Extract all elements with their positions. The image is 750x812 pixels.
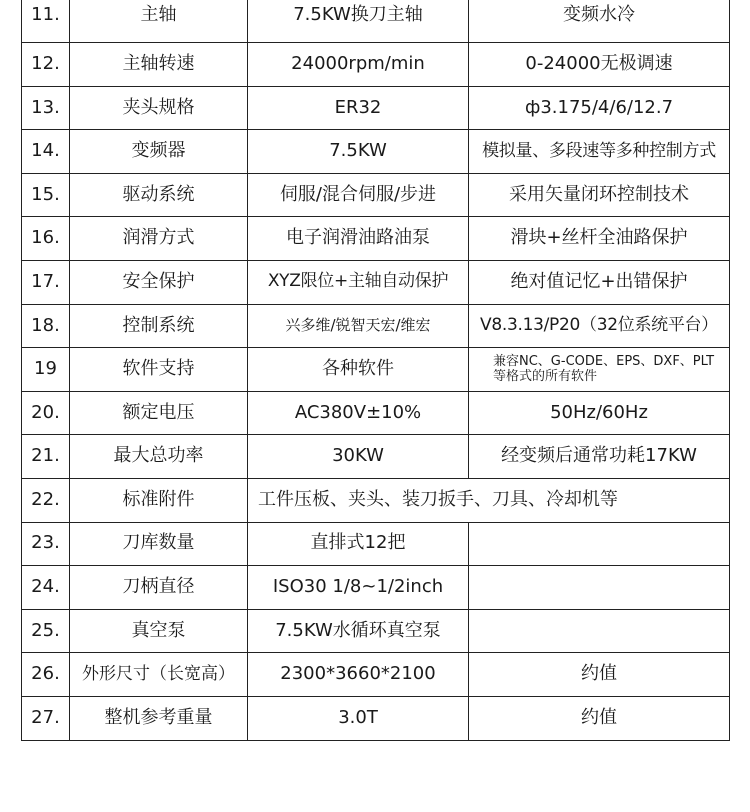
param-name: 刀柄直径 [70,566,248,610]
row-number: 25. [22,609,70,653]
param-name: 控制系统 [70,304,248,348]
param-value: 电子润滑油路油泵 [248,217,469,261]
param-value: 30KW [248,435,469,479]
param-note: V8.3.13/P20（32位系统平台） [469,304,730,348]
param-note: 约值 [469,653,730,697]
param-note [469,609,730,653]
row-number: 19 [22,348,70,392]
param-value: 3.0T [248,696,469,740]
param-name: 标准附件 [70,478,248,522]
table-row [22,173,730,217]
table-row [22,391,730,435]
param-value: ER32 [248,86,469,130]
row-number: 13. [22,86,70,130]
param-note: 0-24000无极调速 [469,43,730,87]
param-value: 伺服/混合伺服/步进 [248,173,469,217]
row-number: 22. [22,478,70,522]
row-number: 14. [22,130,70,174]
table-row [22,478,730,522]
row-number: 20. [22,391,70,435]
row-number: 17. [22,260,70,304]
table-row [22,609,730,653]
param-value: AC380V±10% [248,391,469,435]
param-name: 刀库数量 [70,522,248,566]
row-number: 16. [22,217,70,261]
table-row [22,43,730,87]
row-number: 11. [22,0,70,43]
row-number: 23. [22,522,70,566]
param-name: 安全保护 [70,260,248,304]
param-value: 7.5KW换刀主轴 [248,0,469,43]
param-name: 软件支持 [70,348,248,392]
row-number: 26. [22,653,70,697]
param-note: 约值 [469,696,730,740]
param-name: 外形尺寸（长宽高） [70,653,248,697]
row-number: 27. [22,696,70,740]
param-value: 各种软件 [248,348,469,392]
param-name: 润滑方式 [70,217,248,261]
table-row [22,696,730,740]
param-note [469,522,730,566]
param-name: 整机参考重量 [70,696,248,740]
table-row [22,566,730,610]
param-note: 经变频后通常功耗17KW [469,435,730,479]
table-row [22,130,730,174]
param-value: 工件压板、夹头、装刀扳手、刀具、冷却机等 [248,478,730,522]
table-row [22,260,730,304]
table-row [22,86,730,130]
param-note: 绝对值记忆+出错保护 [469,260,730,304]
table-row [22,522,730,566]
param-value: 直排式12把 [248,522,469,566]
param-value: 24000rpm/min [248,43,469,87]
param-name: 主轴 [70,0,248,43]
param-name: 夹头规格 [70,86,248,130]
table-row [22,0,730,43]
param-name: 驱动系统 [70,173,248,217]
param-note: 50Hz/60Hz [469,391,730,435]
row-number: 21. [22,435,70,479]
param-value: 2300*3660*2100 [248,653,469,697]
row-number: 18. [22,304,70,348]
param-note: 兼容NC、G-CODE、EPS、DXF、PLT等格式的所有软件 [469,348,730,392]
table-row [22,435,730,479]
spec-table [21,0,730,741]
param-value: 7.5KW水循环真空泵 [248,609,469,653]
param-note: 滑块+丝杆全油路保护 [469,217,730,261]
row-number: 15. [22,173,70,217]
param-value: ISO30 1/8~1/2inch [248,566,469,610]
param-name: 最大总功率 [70,435,248,479]
param-name: 主轴转速 [70,43,248,87]
row-number: 24. [22,566,70,610]
param-note: ф3.175/4/6/12.7 [469,86,730,130]
param-name: 真空泵 [70,609,248,653]
param-note: 采用矢量闭环控制技术 [469,173,730,217]
param-name: 额定电压 [70,391,248,435]
param-name: 变频器 [70,130,248,174]
param-value: 兴多维/锐智天宏/维宏 [248,304,469,348]
table-row [22,653,730,697]
row-number: 12. [22,43,70,87]
param-note: 变频水冷 [469,0,730,43]
param-note [469,566,730,610]
param-value: XYZ限位+主轴自动保护 [248,260,469,304]
table-row [22,304,730,348]
table-row [22,217,730,261]
param-note: 模拟量、多段速等多种控制方式 [469,130,730,174]
param-value: 7.5KW [248,130,469,174]
table-row [22,348,730,392]
